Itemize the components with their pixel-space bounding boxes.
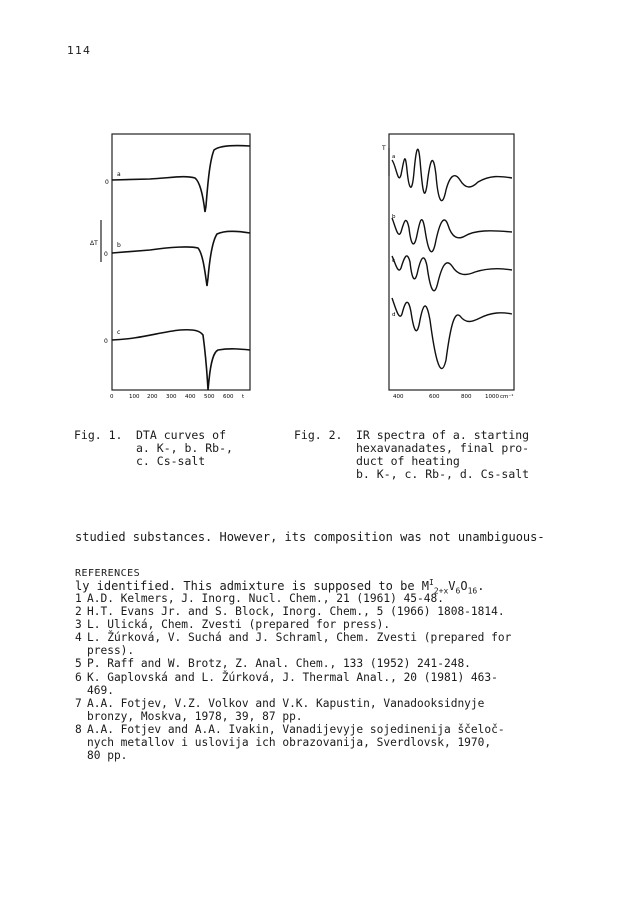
figure-1-caption-label: Fig. 1. (74, 428, 123, 442)
reference-line: L. Žúrková, V. Suchá and J. Schraml, Chem. Zvesti (prepared for (87, 631, 512, 645)
reference-number: 7 (75, 696, 82, 710)
reference-item (75, 723, 511, 762)
caption-line: DTA curves of (136, 428, 227, 442)
ir-spectrum-d (392, 298, 512, 369)
curve-b-label: b (117, 242, 121, 249)
figure-2-caption (294, 429, 529, 481)
body-line: ly identified. This admixture is supposed to be $M^I_{2+x}V_6O_{16}$. (75, 578, 485, 596)
chemical-formula: $M^I_{2+x}V_6O_{16}$. (421, 578, 485, 596)
curve-c-label: c (117, 329, 121, 336)
curve-b-zero-label: 0 (104, 251, 108, 258)
ir-spectrum-a (392, 149, 512, 200)
reference-number: 1 (75, 592, 82, 605)
reference-text (87, 697, 484, 723)
reference-item (75, 631, 511, 657)
figure-2-ir (381, 134, 514, 400)
reference-item (75, 697, 511, 723)
delta-t-label: ΔT (90, 240, 98, 247)
reference-line: press). (87, 644, 135, 658)
caption-line: c. Cs-salt (136, 454, 206, 468)
spectrum-a-label: a (392, 154, 396, 160)
references-heading: REFERENCES (75, 568, 141, 579)
caption-line: IR spectra of a. starting (356, 428, 530, 442)
body-line: studied substances. However, its composition was not unambiguous- (75, 530, 545, 544)
x-tick: 0 (110, 394, 114, 400)
ir-spectrum-c (392, 256, 512, 291)
x-tick: 100 (129, 394, 140, 400)
transmittance-label: T (382, 145, 386, 152)
x-tick: 500 (204, 394, 215, 400)
reference-line: P. Raff and W. Brotz, Z. Anal. Chem., 133 (1952) 241-248. (87, 657, 471, 671)
reference-text (87, 605, 505, 618)
x-tick: 200 (147, 394, 158, 400)
reference-number: 4 (75, 631, 82, 645)
reference-line: nych metallov i uslovija ich obrazovanija, Sverdlovsk, 1970, (87, 736, 492, 750)
figure-2-x-axis (393, 393, 514, 400)
dta-curve-a (112, 145, 250, 212)
caption-line: duct of heating (356, 454, 460, 468)
dta-curve-c (112, 330, 250, 390)
dta-curve-b (112, 231, 250, 286)
x-tick: 400 (185, 394, 196, 400)
reference-text (87, 657, 471, 670)
x-tick: 400 (393, 394, 404, 400)
ir-spectrum-b (392, 218, 512, 252)
caption-line: a. K-, b. Rb-, (136, 441, 233, 455)
figure-1-frame (112, 134, 250, 390)
reference-line: A.D. Kelmers, J. Inorg. Nucl. Chem., 21 (1961) 45-48. (87, 592, 444, 605)
spectrum-b-label: b (392, 214, 396, 220)
reference-line: H.T. Evans Jr. and S. Block, Inorg. Chem., 5 (1966) 1808-1814. (87, 605, 505, 619)
reference-number: 2 (75, 605, 82, 619)
x-tick: 300 (166, 394, 177, 400)
reference-text (87, 618, 390, 631)
reference-line: A.A. Fotjev and A.A. Ivakin, Vanadijevyje sojedinenija ščeloč- (87, 722, 505, 736)
caption-line: hexavanadates, final pro- (356, 441, 530, 455)
reference-line: 469. (87, 683, 114, 697)
x-tick: 800 (461, 394, 472, 400)
x-tick: 600 (223, 394, 234, 400)
reference-item (75, 657, 511, 670)
reference-line: L. Ulická, Chem. Zvesti (prepared for press). (87, 618, 391, 632)
reference-number: 6 (75, 670, 82, 684)
figure-1-caption (74, 429, 233, 468)
reference-text (87, 723, 505, 762)
reference-text (87, 631, 511, 657)
x-tick: 600 (429, 394, 440, 400)
figure-1-x-axis (110, 394, 245, 400)
reference-item (75, 605, 511, 618)
reference-number: 8 (75, 722, 82, 736)
curve-c-zero-label: 0 (104, 338, 108, 345)
x-unit: t (242, 394, 245, 400)
x-unit: cm⁻¹ (500, 394, 514, 400)
curve-a-zero-label: 0 (105, 179, 109, 186)
figures (0, 0, 637, 420)
reference-item (75, 592, 511, 605)
x-tick: 1000 (485, 394, 499, 400)
figure-1-dta (90, 134, 250, 400)
reference-line: K. Gaplovská and L. Žúrková, J. Thermal Anal., 20 (1981) 463- (87, 670, 498, 684)
reference-number: 5 (75, 657, 82, 671)
spectrum-d-label: d (392, 312, 396, 318)
reference-item (75, 671, 511, 697)
spectrum-c-label: c (392, 258, 396, 264)
caption-line: b. K-, c. Rb-, d. Cs-salt (356, 467, 530, 481)
reference-text (87, 592, 444, 605)
reference-number: 3 (75, 618, 82, 632)
reference-line: bronzy, Moskva, 1978, 39, 87 pp. (87, 709, 303, 723)
figure-2-caption-label: Fig. 2. (294, 428, 343, 442)
reference-item (75, 618, 511, 631)
reference-line: 80 pp. (87, 749, 128, 763)
references-list (75, 592, 511, 762)
page-number: 114 (67, 44, 91, 57)
reference-text (87, 671, 498, 697)
curve-a-label: a (117, 171, 121, 178)
reference-line: A.A. Fotjev, V.Z. Volkov and V.K. Kapustin, Vanadooksidnyje (87, 696, 485, 710)
